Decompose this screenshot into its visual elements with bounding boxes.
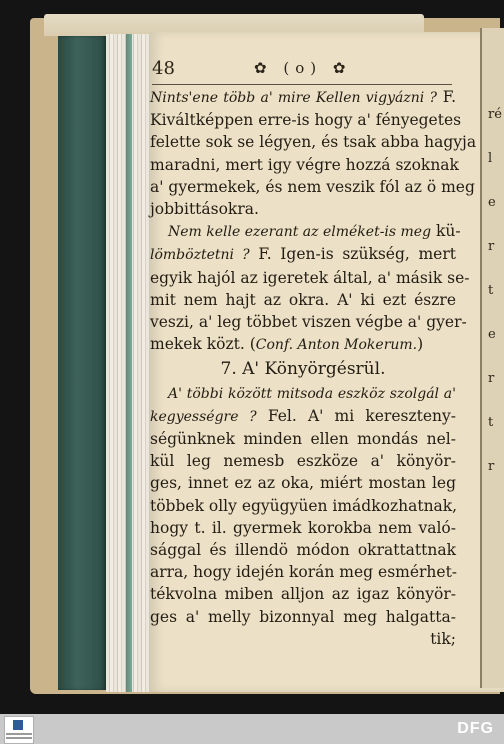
italic-text: kegyességre ? [150, 408, 257, 425]
neighbor-page-edge [480, 28, 504, 688]
text-run: mit nem hajt az okra. A' ki ezt észre [150, 290, 456, 309]
text-run: tik; [430, 629, 456, 648]
text-run: ) [417, 335, 424, 354]
italic-text: Nem kelle ezerant az elméket-is meg [168, 224, 432, 241]
text-run: hogy t. il. gyermek korokba nem való- [150, 518, 456, 537]
italic-text: Conf. Anton Mokerum. [255, 337, 418, 354]
text-line [150, 428, 456, 450]
text-run: veszi, a' leg többet viszen végbe a' gyer- [150, 313, 467, 332]
text-line [150, 109, 462, 131]
text-run: F. Igen-is szükség, mert [249, 245, 456, 264]
text-run: Fel. A' mi kereszteny- [256, 406, 456, 425]
text-run: többek olly együgyüen imádkozhatnak, [150, 496, 458, 515]
text-line [150, 583, 456, 605]
neighbor-text-fragment: t [488, 415, 494, 430]
text-run: sággal és illendö módon okrattattnak [150, 541, 456, 560]
text-line [150, 517, 456, 539]
library-logo-icon[interactable] [4, 716, 34, 744]
text-line [150, 561, 456, 583]
text-run: mekek közt. ( [150, 335, 256, 354]
text-run: maradni, mert igy végre hozzá szoknak [150, 155, 459, 174]
ornament-icon: ✿ (o) ✿ [254, 59, 352, 77]
running-head [152, 58, 452, 85]
text-line [150, 382, 456, 405]
text-line [150, 86, 456, 109]
text-run: kül leg nemesb eszköze a' könyör- [150, 452, 456, 471]
text-run: arra, hogy idején korán meg esmérhet- [150, 563, 458, 582]
neighbor-text-fragment: l [488, 151, 493, 166]
italic-text: Nints'ene több a' mire Kellen vigyázni ? [150, 90, 437, 106]
text-run: Kiváltképpen erre-is hogy a' fényegetes [150, 111, 462, 130]
text-line [150, 198, 456, 220]
text-run: kü- [431, 222, 461, 241]
section-heading: 7. A' Könyörgésrül. [220, 359, 386, 380]
text-run: a' gyermekek, és nem veszik fól az ö meg [150, 177, 475, 196]
text-run: egyik hajól az igeretek által, a' másik se- [150, 268, 470, 287]
viewer-footer [0, 714, 504, 744]
neighbor-text-fragment: r [488, 239, 495, 254]
text-line [150, 289, 456, 311]
text-run: ségünknek minden ellen mondás nel- [150, 430, 456, 449]
italic-text: A' többi között mitsoda eszköz szolgál a' [168, 385, 456, 402]
text-line [150, 176, 475, 198]
text-line [150, 131, 477, 153]
text-line [150, 472, 456, 494]
text-run: ges a' melly bizonnyal meg halgatta- [150, 607, 456, 626]
text-line [150, 220, 461, 243]
text-line [150, 333, 456, 356]
neighbor-text-fragment: r [488, 459, 495, 474]
page-edge-green [58, 36, 106, 690]
text-line [150, 243, 456, 266]
text-run: felette sok se légyen, és tsak abba hagyja [150, 133, 477, 152]
text-line [150, 405, 456, 428]
page-number: 48 [152, 58, 175, 79]
text-run: tékvolna miben alljon az igaz könyör- [150, 585, 456, 604]
text-line [150, 311, 467, 333]
neighbor-text-fragment: e [488, 327, 496, 342]
text-run: F. [437, 88, 456, 106]
neighbor-text-fragment: ré [488, 107, 502, 122]
neighbor-text-fragment: e [488, 195, 496, 210]
page-edge-strip [126, 34, 132, 692]
text-run: ges, innet ez az oka, miért mostan leg [150, 474, 456, 493]
neighbor-text-fragment: r [488, 371, 495, 386]
body-text [150, 86, 477, 650]
text-run: jobbittásokra. [150, 200, 259, 219]
text-line [150, 495, 456, 517]
italic-text: lömböztetni ? [150, 247, 250, 264]
text-line [150, 628, 456, 650]
neighbor-text-fragment: t [488, 283, 494, 298]
text-line [150, 154, 459, 176]
dfg-logo[interactable]: DFG [457, 720, 494, 737]
text-line [150, 539, 456, 561]
text-line [150, 450, 456, 472]
text-line [150, 267, 470, 289]
text-line [150, 606, 456, 628]
